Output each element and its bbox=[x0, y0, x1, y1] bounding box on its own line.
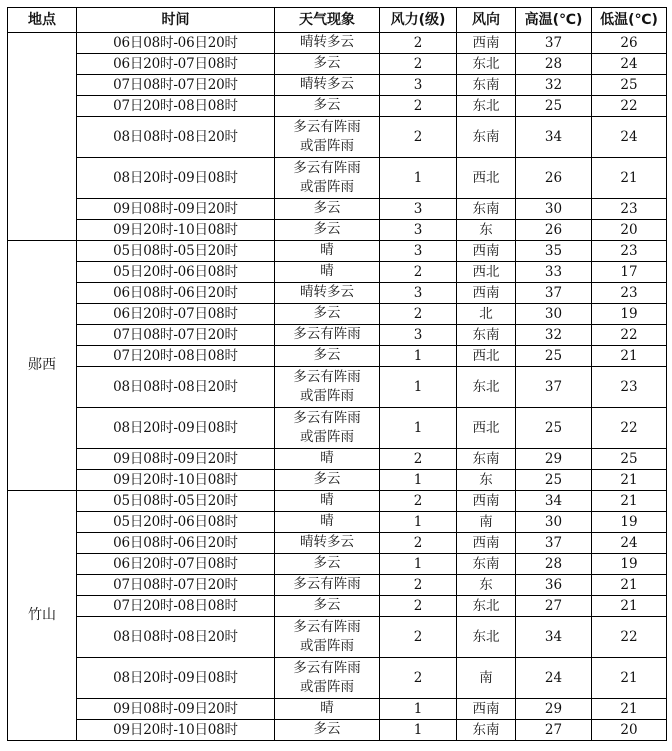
time-range-cell: 06日20时-07日08时 bbox=[77, 554, 275, 575]
low-temp-cell: 20 bbox=[592, 220, 667, 241]
header-time: 时间 bbox=[77, 8, 275, 33]
wind-force-cell: 1 bbox=[380, 408, 457, 449]
weather-cell bbox=[275, 699, 380, 720]
low-temp-cell: 24 bbox=[592, 54, 667, 75]
time-range-cell: 08日20时-09日08时 bbox=[77, 658, 275, 699]
location-cell bbox=[8, 33, 77, 241]
wind-direction-cell: 西南 bbox=[457, 241, 516, 262]
wind-force-cell: 1 bbox=[380, 554, 457, 575]
wind-force-cell: 2 bbox=[380, 596, 457, 617]
low-temp-cell: 26 bbox=[592, 33, 667, 54]
wind-direction-cell: 西南 bbox=[457, 699, 516, 720]
table-row bbox=[8, 658, 667, 699]
wind-force-cell: 2 bbox=[380, 33, 457, 54]
time-range-cell: 05日08时-05日20时 bbox=[77, 491, 275, 512]
table-row bbox=[8, 596, 667, 617]
weather-cell bbox=[275, 533, 380, 554]
weather-cell bbox=[275, 75, 380, 96]
high-temp-cell: 37 bbox=[516, 367, 592, 408]
table-row bbox=[8, 75, 667, 96]
time-range-cell: 05日20时-06日08时 bbox=[77, 262, 275, 283]
time-range-cell: 07日08时-07日20时 bbox=[77, 325, 275, 346]
time-range-cell: 07日20时-08日08时 bbox=[77, 96, 275, 117]
weather-text-line: 多云有阵雨 bbox=[293, 576, 361, 593]
time-range-cell: 07日20时-08日08时 bbox=[77, 596, 275, 617]
high-temp-cell: 25 bbox=[516, 96, 592, 117]
high-temp-cell: 35 bbox=[516, 241, 592, 262]
high-temp-cell: 28 bbox=[516, 54, 592, 75]
table-row bbox=[8, 33, 667, 54]
table-row bbox=[8, 449, 667, 470]
table-row bbox=[8, 554, 667, 575]
weather-cell bbox=[275, 449, 380, 470]
table-row bbox=[8, 158, 667, 199]
header-row bbox=[8, 8, 667, 33]
weather-cell bbox=[275, 241, 380, 262]
weather-text-line: 晴 bbox=[320, 450, 334, 467]
wind-direction-cell: 东南 bbox=[457, 554, 516, 575]
weather-cell bbox=[275, 617, 380, 658]
wind-direction-cell: 西南 bbox=[457, 491, 516, 512]
table-row bbox=[8, 241, 667, 262]
high-temp-cell: 34 bbox=[516, 617, 592, 658]
weather-cell bbox=[275, 54, 380, 75]
weather-text-line: 多云 bbox=[313, 721, 341, 738]
table-row bbox=[8, 262, 667, 283]
header-wind-force: 风力(级) bbox=[380, 8, 457, 33]
weather-cell bbox=[275, 346, 380, 367]
time-range-cell: 09日20时-10日08时 bbox=[77, 720, 275, 741]
wind-force-cell: 3 bbox=[380, 325, 457, 346]
weather-text-line: 多云有阵雨 bbox=[293, 326, 361, 343]
low-temp-cell: 19 bbox=[592, 304, 667, 325]
weather-cell bbox=[275, 158, 380, 199]
weather-cell bbox=[275, 33, 380, 54]
wind-direction-cell: 南 bbox=[457, 658, 516, 699]
weather-cell bbox=[275, 470, 380, 491]
low-temp-cell: 20 bbox=[592, 720, 667, 741]
table-row bbox=[8, 491, 667, 512]
weather-text-line: 多云有阵雨 bbox=[293, 118, 361, 135]
wind-direction-cell: 东 bbox=[457, 220, 516, 241]
low-temp-cell: 21 bbox=[592, 596, 667, 617]
high-temp-cell: 28 bbox=[516, 554, 592, 575]
weather-cell bbox=[275, 491, 380, 512]
low-temp-cell: 22 bbox=[592, 96, 667, 117]
weather-cell bbox=[275, 596, 380, 617]
weather-cell bbox=[275, 720, 380, 741]
low-temp-cell: 25 bbox=[592, 75, 667, 96]
weather-text-line: 多云 bbox=[313, 305, 341, 322]
weather-text-line: 晴转多云 bbox=[300, 34, 354, 51]
high-temp-cell: 33 bbox=[516, 262, 592, 283]
low-temp-cell: 19 bbox=[592, 512, 667, 533]
weather-text-line: 晴 bbox=[320, 513, 334, 530]
weather-text-line: 多云有阵雨 bbox=[293, 409, 361, 426]
high-temp-cell: 26 bbox=[516, 158, 592, 199]
low-temp-cell: 21 bbox=[592, 575, 667, 596]
header-wind-direction: 风向 bbox=[457, 8, 516, 33]
low-temp-cell: 25 bbox=[592, 449, 667, 470]
wind-force-cell: 2 bbox=[380, 575, 457, 596]
low-temp-cell: 23 bbox=[592, 241, 667, 262]
weather-cell bbox=[275, 117, 380, 158]
weather-text-line: 多云有阵雨 bbox=[293, 618, 361, 635]
wind-force-cell: 1 bbox=[380, 158, 457, 199]
wind-force-cell: 1 bbox=[380, 346, 457, 367]
weather-text-line: 晴 bbox=[320, 263, 334, 280]
low-temp-cell: 21 bbox=[592, 658, 667, 699]
weather-text-line: 多云有阵雨 bbox=[293, 368, 361, 385]
weather-text-line: 晴 bbox=[320, 700, 334, 717]
wind-direction-cell: 东南 bbox=[457, 449, 516, 470]
low-temp-cell: 19 bbox=[592, 554, 667, 575]
wind-direction-cell: 北 bbox=[457, 304, 516, 325]
table-header bbox=[8, 8, 667, 33]
weather-cell bbox=[275, 262, 380, 283]
weather-text-line: 晴 bbox=[320, 492, 334, 509]
weather-text-line: 多云 bbox=[313, 555, 341, 572]
weather-text-line: 多云 bbox=[313, 597, 341, 614]
wind-force-cell: 3 bbox=[380, 199, 457, 220]
high-temp-cell: 37 bbox=[516, 533, 592, 554]
header-high-temp: 高温(℃) bbox=[516, 8, 592, 33]
weather-text-line: 或雷阵雨 bbox=[300, 388, 354, 404]
high-temp-cell: 26 bbox=[516, 220, 592, 241]
time-range-cell: 08日08时-08日20时 bbox=[77, 367, 275, 408]
weather-text-line: 晴转多云 bbox=[300, 76, 354, 93]
table-row bbox=[8, 117, 667, 158]
high-temp-cell: 32 bbox=[516, 325, 592, 346]
weather-text-line: 或雷阵雨 bbox=[300, 429, 354, 445]
weather-cell bbox=[275, 554, 380, 575]
table-row bbox=[8, 470, 667, 491]
time-range-cell: 06日20时-07日08时 bbox=[77, 54, 275, 75]
high-temp-cell: 24 bbox=[516, 658, 592, 699]
weather-cell bbox=[275, 367, 380, 408]
weather-text-line: 或雷阵雨 bbox=[300, 638, 354, 654]
location-cell: 竹山 bbox=[8, 491, 77, 741]
high-temp-cell: 30 bbox=[516, 304, 592, 325]
low-temp-cell: 23 bbox=[592, 367, 667, 408]
high-temp-cell: 36 bbox=[516, 575, 592, 596]
header-low-temp: 低温(℃) bbox=[592, 8, 667, 33]
wind-direction-cell: 南 bbox=[457, 512, 516, 533]
wind-direction-cell: 西南 bbox=[457, 283, 516, 304]
wind-direction-cell: 东 bbox=[457, 470, 516, 491]
wind-force-cell: 2 bbox=[380, 491, 457, 512]
time-range-cell: 06日08时-06日20时 bbox=[77, 533, 275, 554]
wind-direction-cell: 东南 bbox=[457, 325, 516, 346]
weather-text-line: 晴转多云 bbox=[300, 284, 354, 301]
time-range-cell: 07日08时-07日20时 bbox=[77, 575, 275, 596]
table-row bbox=[8, 304, 667, 325]
table-row bbox=[8, 512, 667, 533]
weather-text-line: 或雷阵雨 bbox=[300, 179, 354, 195]
weather-cell bbox=[275, 325, 380, 346]
wind-force-cell: 3 bbox=[380, 75, 457, 96]
low-temp-cell: 24 bbox=[592, 117, 667, 158]
low-temp-cell: 21 bbox=[592, 470, 667, 491]
wind-direction-cell: 东北 bbox=[457, 54, 516, 75]
table-row bbox=[8, 199, 667, 220]
wind-force-cell: 1 bbox=[380, 720, 457, 741]
time-range-cell: 08日20时-09日08时 bbox=[77, 408, 275, 449]
wind-direction-cell: 西南 bbox=[457, 33, 516, 54]
time-range-cell: 09日20时-10日08时 bbox=[77, 470, 275, 491]
low-temp-cell: 22 bbox=[592, 408, 667, 449]
table-row bbox=[8, 367, 667, 408]
weather-text-line: 多云 bbox=[313, 200, 341, 217]
wind-direction-cell: 西北 bbox=[457, 346, 516, 367]
low-temp-cell: 21 bbox=[592, 346, 667, 367]
wind-force-cell: 2 bbox=[380, 54, 457, 75]
high-temp-cell: 25 bbox=[516, 408, 592, 449]
weather-cell bbox=[275, 512, 380, 533]
wind-force-cell: 2 bbox=[380, 262, 457, 283]
wind-direction-cell: 西南 bbox=[457, 533, 516, 554]
table-body bbox=[8, 33, 667, 741]
weather-cell bbox=[275, 408, 380, 449]
wind-direction-cell: 东 bbox=[457, 575, 516, 596]
wind-direction-cell: 东北 bbox=[457, 367, 516, 408]
high-temp-cell: 37 bbox=[516, 33, 592, 54]
time-range-cell: 06日08时-06日20时 bbox=[77, 283, 275, 304]
weather-text-line: 多云有阵雨 bbox=[293, 659, 361, 676]
location-cell: 郧西 bbox=[8, 241, 77, 491]
table-row bbox=[8, 325, 667, 346]
weather-cell bbox=[275, 199, 380, 220]
low-temp-cell: 22 bbox=[592, 617, 667, 658]
weather-text-line: 多云 bbox=[313, 221, 341, 238]
wind-force-cell: 1 bbox=[380, 512, 457, 533]
low-temp-cell: 23 bbox=[592, 283, 667, 304]
time-range-cell: 08日08时-08日20时 bbox=[77, 617, 275, 658]
table-row bbox=[8, 617, 667, 658]
wind-direction-cell: 东南 bbox=[457, 199, 516, 220]
weather-text-line: 或雷阵雨 bbox=[300, 679, 354, 695]
high-temp-cell: 27 bbox=[516, 596, 592, 617]
wind-direction-cell: 西北 bbox=[457, 158, 516, 199]
table-row bbox=[8, 720, 667, 741]
table-row bbox=[8, 346, 667, 367]
table-row bbox=[8, 54, 667, 75]
time-range-cell: 06日20时-07日08时 bbox=[77, 304, 275, 325]
weather-text-line: 晴转多云 bbox=[300, 534, 354, 551]
weather-text-line: 或雷阵雨 bbox=[300, 138, 354, 154]
weather-cell bbox=[275, 304, 380, 325]
high-temp-cell: 34 bbox=[516, 117, 592, 158]
time-range-cell: 07日08时-07日20时 bbox=[77, 75, 275, 96]
wind-force-cell: 2 bbox=[380, 117, 457, 158]
wind-force-cell: 2 bbox=[380, 533, 457, 554]
low-temp-cell: 24 bbox=[592, 533, 667, 554]
low-temp-cell: 23 bbox=[592, 199, 667, 220]
weather-text-line: 多云 bbox=[313, 471, 341, 488]
wind-direction-cell: 西北 bbox=[457, 408, 516, 449]
wind-force-cell: 2 bbox=[380, 96, 457, 117]
high-temp-cell: 27 bbox=[516, 720, 592, 741]
wind-direction-cell: 东南 bbox=[457, 117, 516, 158]
weather-cell bbox=[275, 220, 380, 241]
wind-force-cell: 1 bbox=[380, 699, 457, 720]
weather-text-line: 多云 bbox=[313, 97, 341, 114]
header-location: 地点 bbox=[8, 8, 77, 33]
table-row bbox=[8, 96, 667, 117]
weather-cell bbox=[275, 658, 380, 699]
weather-text-line: 多云 bbox=[313, 55, 341, 72]
time-range-cell: 09日08时-09日20时 bbox=[77, 699, 275, 720]
wind-direction-cell: 东南 bbox=[457, 720, 516, 741]
wind-direction-cell: 西北 bbox=[457, 262, 516, 283]
weather-text-line: 多云 bbox=[313, 347, 341, 364]
weather-forecast-table bbox=[7, 7, 667, 741]
low-temp-cell: 21 bbox=[592, 699, 667, 720]
weather-cell bbox=[275, 575, 380, 596]
wind-direction-cell: 东南 bbox=[457, 75, 516, 96]
wind-force-cell: 2 bbox=[380, 304, 457, 325]
table-row bbox=[8, 699, 667, 720]
high-temp-cell: 29 bbox=[516, 699, 592, 720]
high-temp-cell: 25 bbox=[516, 346, 592, 367]
wind-force-cell: 3 bbox=[380, 241, 457, 262]
wind-direction-cell: 东北 bbox=[457, 617, 516, 658]
time-range-cell: 08日20时-09日08时 bbox=[77, 158, 275, 199]
wind-force-cell: 2 bbox=[380, 449, 457, 470]
time-range-cell: 07日20时-08日08时 bbox=[77, 346, 275, 367]
high-temp-cell: 29 bbox=[516, 449, 592, 470]
weather-cell bbox=[275, 96, 380, 117]
low-temp-cell: 17 bbox=[592, 262, 667, 283]
wind-force-cell: 2 bbox=[380, 658, 457, 699]
wind-force-cell: 3 bbox=[380, 220, 457, 241]
high-temp-cell: 32 bbox=[516, 75, 592, 96]
time-range-cell: 08日08时-08日20时 bbox=[77, 117, 275, 158]
low-temp-cell: 21 bbox=[592, 158, 667, 199]
wind-direction-cell: 东北 bbox=[457, 96, 516, 117]
table-row bbox=[8, 533, 667, 554]
time-range-cell: 09日20时-10日08时 bbox=[77, 220, 275, 241]
wind-force-cell: 2 bbox=[380, 617, 457, 658]
time-range-cell: 06日08时-06日20时 bbox=[77, 33, 275, 54]
low-temp-cell: 22 bbox=[592, 325, 667, 346]
wind-force-cell: 1 bbox=[380, 367, 457, 408]
high-temp-cell: 30 bbox=[516, 199, 592, 220]
weather-cell bbox=[275, 283, 380, 304]
time-range-cell: 05日08时-05日20时 bbox=[77, 241, 275, 262]
time-range-cell: 05日20时-06日08时 bbox=[77, 512, 275, 533]
header-weather: 天气现象 bbox=[275, 8, 380, 33]
table-row bbox=[8, 408, 667, 449]
low-temp-cell: 21 bbox=[592, 491, 667, 512]
table-row bbox=[8, 220, 667, 241]
time-range-cell: 09日08时-09日20时 bbox=[77, 199, 275, 220]
weather-text-line: 晴 bbox=[320, 242, 334, 259]
high-temp-cell: 30 bbox=[516, 512, 592, 533]
high-temp-cell: 37 bbox=[516, 283, 592, 304]
wind-force-cell: 1 bbox=[380, 470, 457, 491]
table-row bbox=[8, 575, 667, 596]
high-temp-cell: 34 bbox=[516, 491, 592, 512]
wind-direction-cell: 东北 bbox=[457, 596, 516, 617]
time-range-cell: 09日08时-09日20时 bbox=[77, 449, 275, 470]
weather-text-line: 多云有阵雨 bbox=[293, 159, 361, 176]
high-temp-cell: 25 bbox=[516, 470, 592, 491]
table-row bbox=[8, 283, 667, 304]
wind-force-cell: 3 bbox=[380, 283, 457, 304]
